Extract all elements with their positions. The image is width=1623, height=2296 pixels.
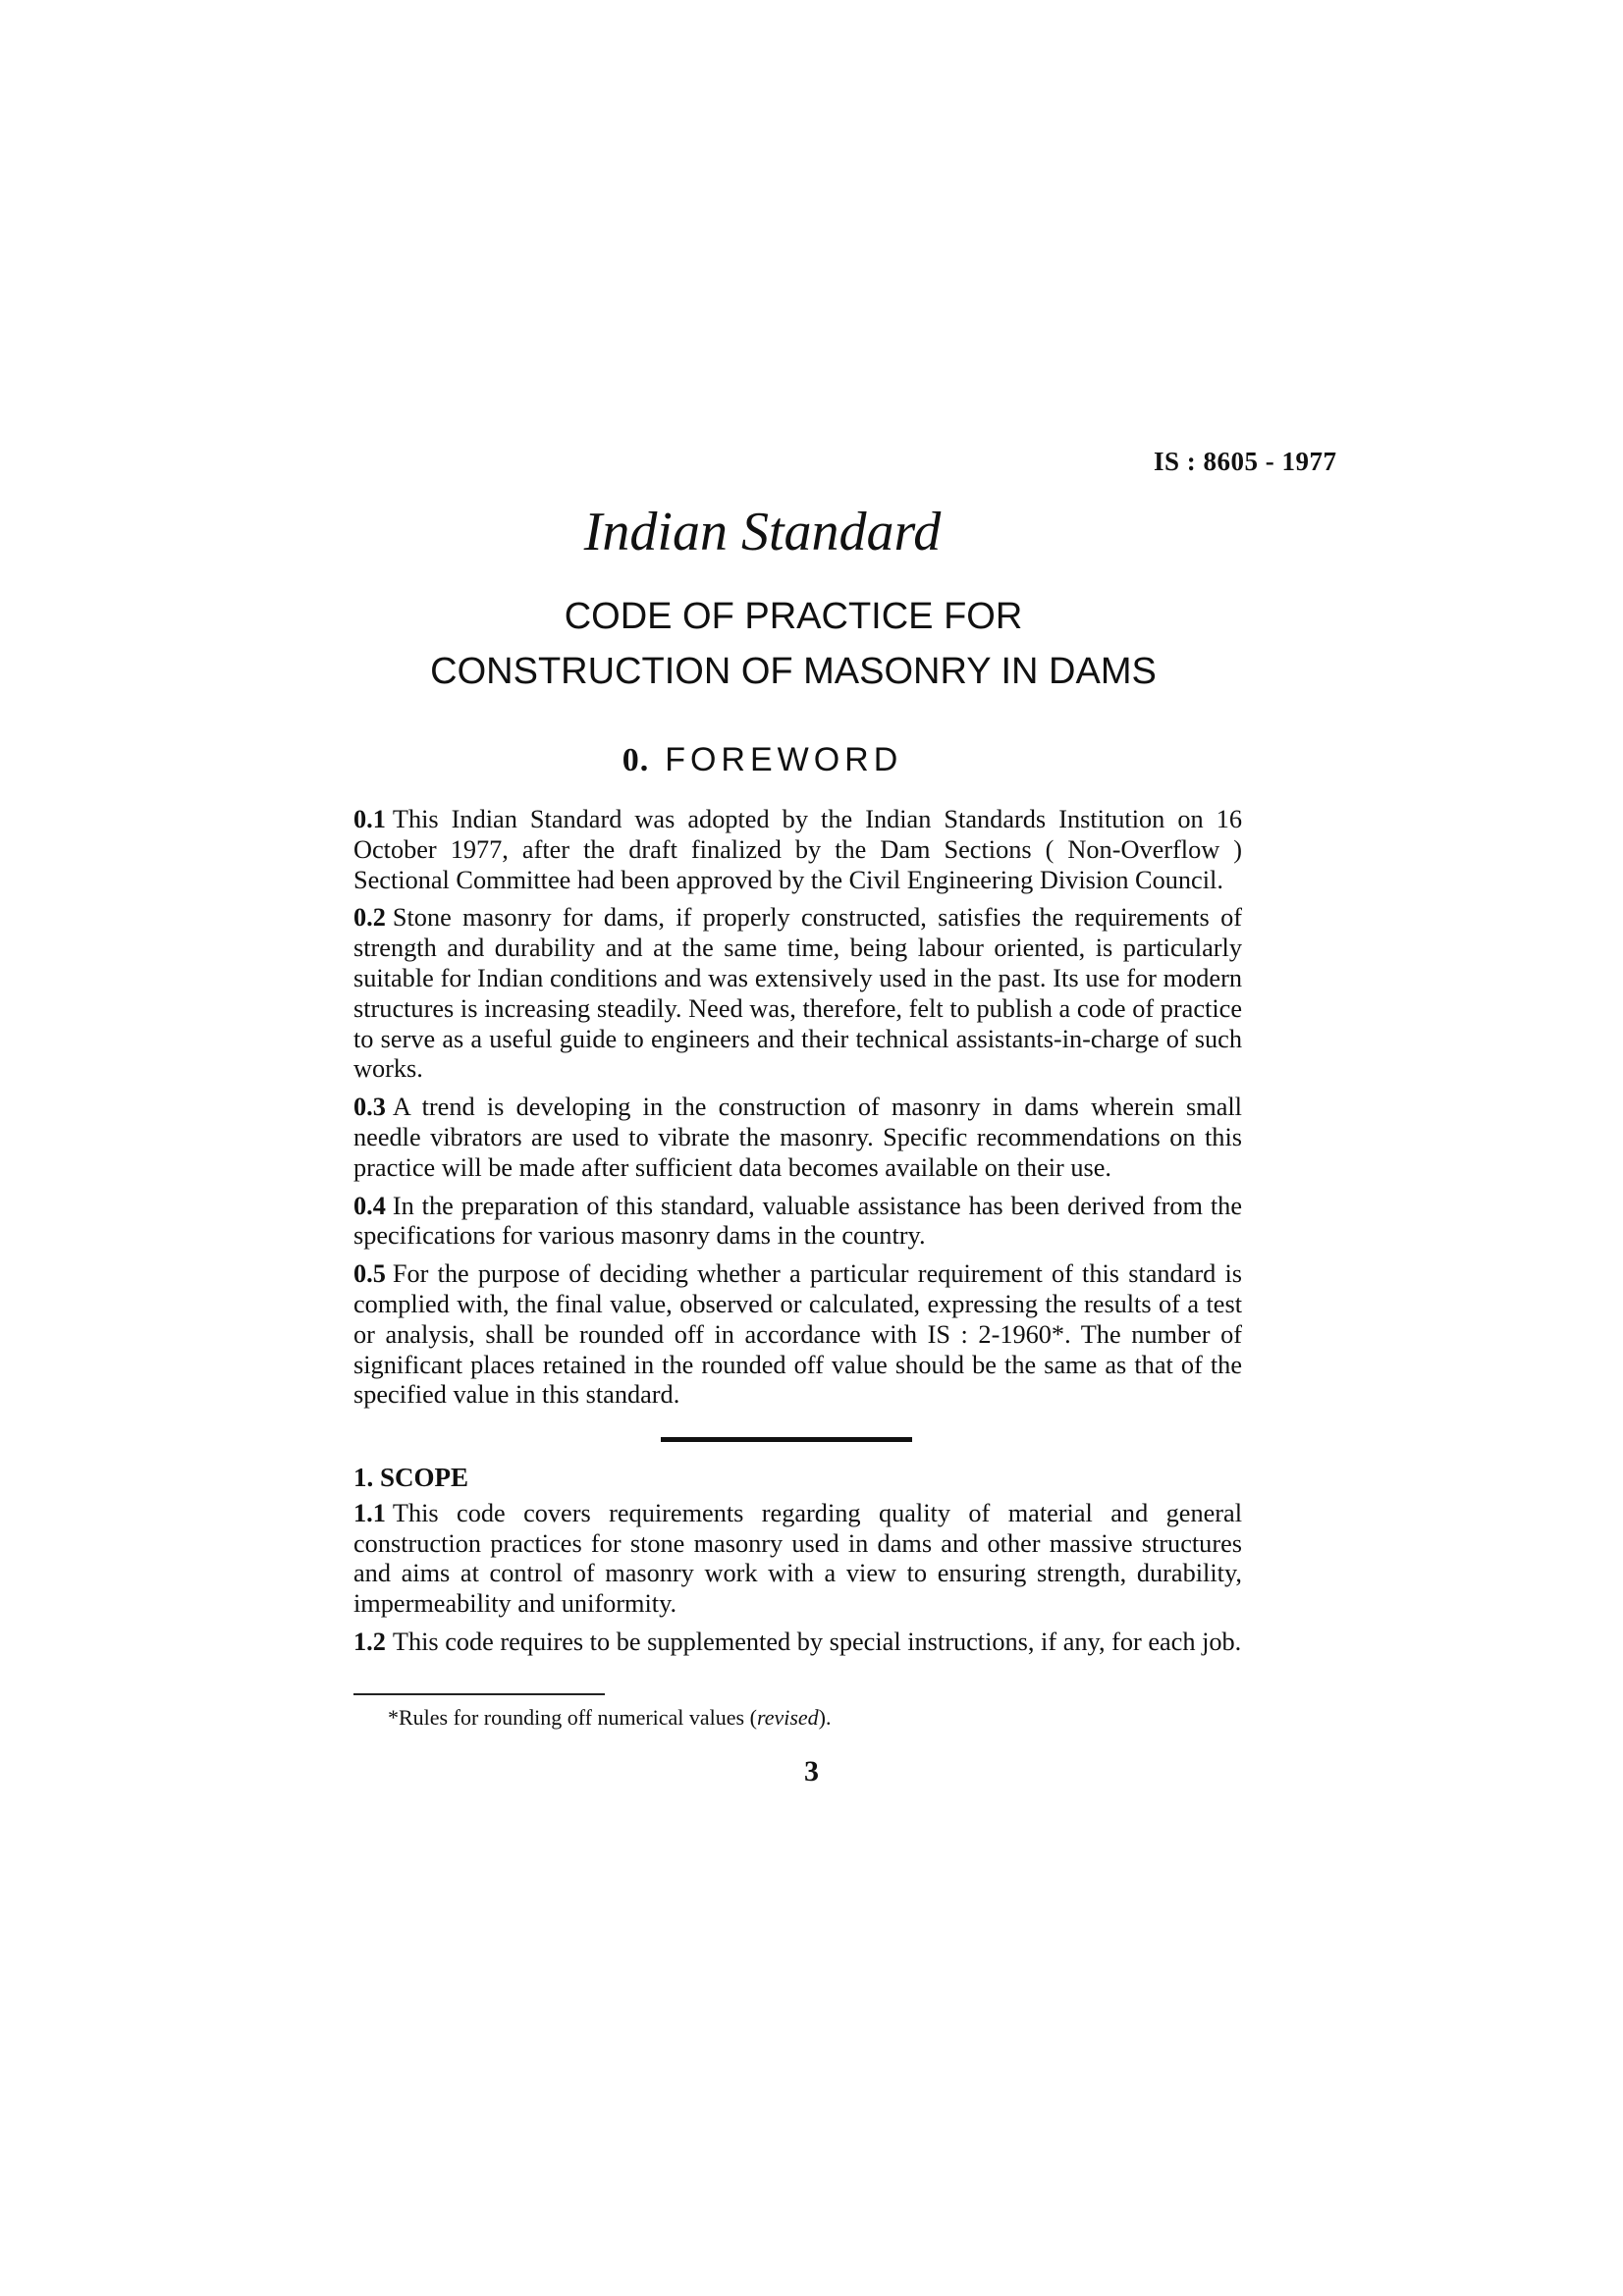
foreword-title: FOREWORD: [665, 741, 903, 778]
scope-paragraph-1-2: [353, 1628, 1242, 1658]
paragraph-text: For the purpose of deciding whether a particular requirement of this standard is complied with, the final value, observed or calculated, expressing the results of a test or analysis, shall be rounded off in accordance with IS : 2-1960*. The number of significant places retained in the rounded off value should be the same as that of the specified value in this standard.: [353, 1259, 1242, 1410]
scope-paragraph-1-1: [353, 1499, 1242, 1620]
foreword-paragraph-0-1: [353, 805, 1242, 895]
footnote-rule: [353, 1693, 605, 1695]
foreword-paragraph-0-4: [353, 1192, 1242, 1253]
paragraph-text: A trend is developing in the construction of masonry in dams wherein small needle vibrators are used to vibrate the masonry. Specific recommendations on this practice will be made after sufficient data becomes available on their use.: [353, 1093, 1242, 1182]
document-kind: Indian Standard: [583, 502, 942, 562]
footnote-emphasis: revised: [756, 1705, 819, 1730]
footnote-close: ).: [818, 1705, 832, 1730]
foreword-body: [353, 805, 1242, 1418]
clause-number: 0.3: [353, 1093, 386, 1122]
clause-number: 1.2: [353, 1627, 386, 1656]
clause-number: 0.4: [353, 1191, 386, 1220]
foreword-paragraph-0-3: [353, 1093, 1242, 1183]
scope-section: [353, 1463, 1242, 1666]
scope-heading: 1. SCOPE: [353, 1463, 469, 1492]
document-title: [352, 589, 1235, 699]
clause-number: 0.5: [353, 1259, 386, 1289]
standard-number: IS : 8605 - 1977: [1154, 447, 1337, 476]
clause-number: 0.2: [353, 903, 386, 933]
title-line-1: CODE OF PRACTICE FOR: [564, 596, 1023, 637]
foreword-paragraph-0-5: [353, 1259, 1242, 1411]
foreword-heading: [0, 741, 1525, 779]
page-number: 3: [804, 1755, 819, 1788]
footnote-text: *Rules for rounding off numerical values (: [388, 1705, 757, 1730]
paragraph-text: This Indian Standard was adopted by the Indian Standards Institution on 16 October 1977, after the draft finalized by the Dam Sections ( Non-Overflow ) Sectional Committee had been approved by the Civil Engineering Division Council.: [353, 805, 1242, 894]
foreword-number: 0.: [622, 742, 650, 778]
paragraph-text: This code requires to be supplemented by special instructions, if any, for each job.: [392, 1627, 1242, 1656]
paragraph-text: This code covers requirements regarding quality of material and general construction practices for stone masonry used in dams and other massive structures and aims at control of masonry work with a view to ensuring strength, durability, impermeability and uniformity.: [353, 1498, 1242, 1619]
paragraph-text: In the preparation of this standard, valuable assistance has been derived from the specifications for various masonry dams in the country.: [353, 1191, 1242, 1251]
clause-number: 0.1: [353, 805, 386, 833]
footnote: [388, 1705, 832, 1731]
title-line-2: CONSTRUCTION OF MASONRY IN DAMS: [430, 651, 1157, 692]
clause-number: 1.1: [353, 1498, 386, 1527]
paragraph-text: Stone masonry for dams, if properly constructed, satisfies the requirements of strength and durability and at the same time, being labour oriented, is particularly suitable for Indian conditions and was extensively used in the past. Its use for modern structures is increasing steadily. Need was, therefore, felt to publish a code of practice to serve as a useful guide to engineers and their technical assistants-in-charge of such works.: [353, 903, 1242, 1084]
section-divider: [661, 1437, 912, 1442]
foreword-paragraph-0-2: [353, 903, 1242, 1085]
